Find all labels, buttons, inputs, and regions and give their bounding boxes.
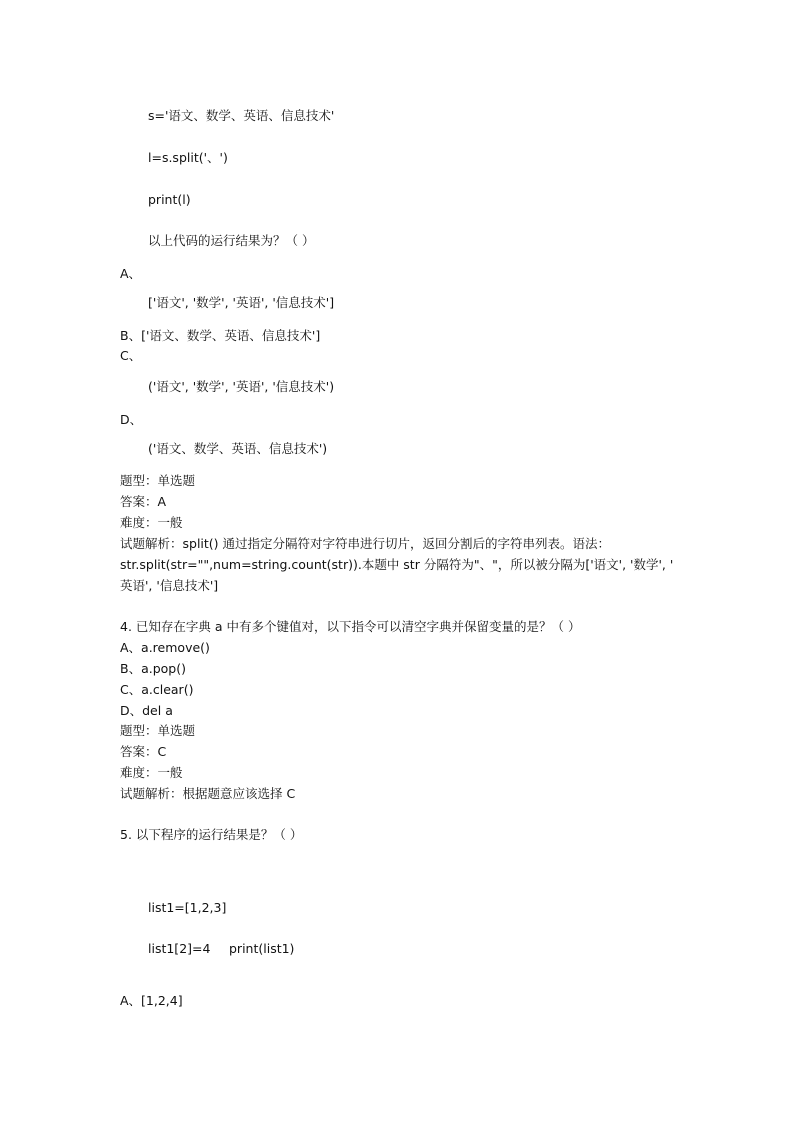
code-line-1: s='语文、数学、英语、信息技术' xyxy=(148,108,335,123)
q4-option-d: D、del a xyxy=(120,703,173,718)
q5-code-line-2b: print(list1) xyxy=(229,941,295,956)
q5-option-a: A、[1,2,4] xyxy=(120,993,183,1008)
q4-option-b: B、a.pop() xyxy=(120,661,186,676)
q5-code-line-1: list1=[1,2,3] xyxy=(148,900,227,915)
code-line-2: l=s.split('、') xyxy=(148,150,228,165)
q4-answer: 答案：C xyxy=(120,744,167,759)
option-c-text: ('语文', '数学', '英语', '信息技术') xyxy=(148,379,335,394)
q5-question-text: 5. 以下程序的运行结果是？（ ） xyxy=(120,827,303,842)
q4-option-c: C、a.clear() xyxy=(120,682,194,697)
difficulty: 难度：一般 xyxy=(120,515,183,530)
q5-code-line-2a: list1[2]=4 xyxy=(148,941,211,956)
q4-difficulty: 难度：一般 xyxy=(120,765,183,780)
option-d-text: ('语文、数学、英语、信息技术') xyxy=(148,441,328,456)
q4-question-type: 题型：单选题 xyxy=(120,723,196,738)
question-text: 以上代码的运行结果为？（ ） xyxy=(148,233,315,248)
code-line-3: print(l) xyxy=(148,192,191,207)
analysis-line-2: str.split(str="",num=string.count(str)).本题中 str 分隔符为"、"，所以被分隔为['语文', '数学', ' xyxy=(120,557,674,572)
option-a-text: ['语文', '数学', '英语', '信息技术'] xyxy=(148,295,335,310)
analysis-line-1: 试题解析：split() 通过指定分隔符对字符串进行切片，返回分割后的字符串列表。语法： xyxy=(120,536,611,551)
option-b: B、['语文、数学、英语、信息技术'] xyxy=(120,328,321,343)
q4-analysis: 试题解析：根据题意应该选择 C xyxy=(120,786,296,801)
analysis-line-3: 英语', '信息技术'] xyxy=(120,578,219,593)
option-d-label: D、 xyxy=(120,412,143,427)
option-c-label: C、 xyxy=(120,348,142,363)
q4-option-a: A、a.remove() xyxy=(120,640,210,655)
question-type: 题型：单选题 xyxy=(120,473,196,488)
option-a-label: A、 xyxy=(120,266,142,281)
answer: 答案：A xyxy=(120,494,167,509)
q4-question-text: 4. 已知存在字典 a 中有多个键值对，以下指令可以清空字典并保留变量的是？（ ） xyxy=(120,619,581,634)
